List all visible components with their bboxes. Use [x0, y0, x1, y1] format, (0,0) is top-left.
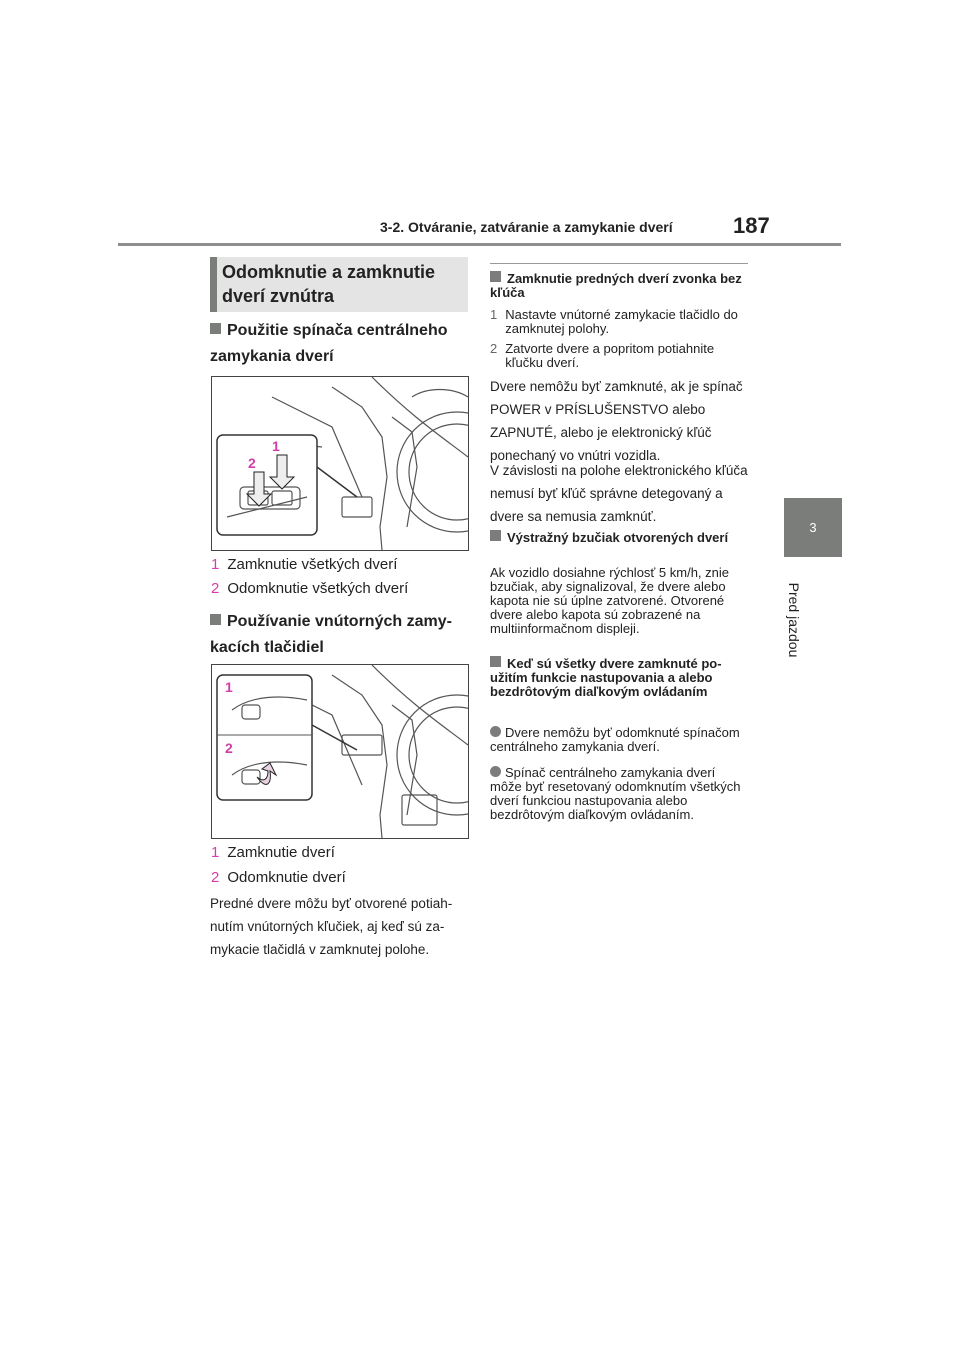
section-heading: 3-2. Otváranie, zatváranie a zamykanie dverí — [380, 219, 673, 235]
header-divider — [118, 243, 841, 246]
column-divider — [490, 263, 748, 264]
chapter-label: Pred jazdou — [786, 582, 802, 658]
bullet-item: Dvere nemôžu byť odomknuté spínačom centrálneho zamykania dverí. — [490, 725, 740, 754]
figure-label-2: 2 — [248, 455, 256, 471]
figure-label-2: 2 — [225, 740, 233, 756]
circle-bullet-icon — [490, 726, 501, 737]
paragraph: Ak vozidlo dosiahne rýchlosť 5 km/h, znie bzučiak, aby signalizoval, že dvere alebo kapota nie sú úplne zatvorené. Otvorené dvere alebo kapota sú zobrazené na multiinformačnom displeji. — [490, 565, 729, 636]
square-bullet-icon — [210, 323, 221, 334]
square-bullet-icon — [210, 614, 221, 625]
chapter-tab — [784, 498, 842, 557]
page-number: 187 — [733, 213, 770, 238]
subheading-inside-lock-buttons: Používanie vnútorných zamykacích tlačidiel — [210, 613, 452, 656]
square-bullet-icon — [490, 271, 501, 282]
subheading-locked-by-entry-function: Keď sú všetky dvere zamknuté použitím funkcie nastupovania a alebo bezdrôtovým diaľkovým ovládaním — [490, 656, 722, 699]
subheading-lock-without-key: Zamknutie predných dverí zvonka bez kľúča — [490, 271, 742, 300]
figure-inside-lock-button — [211, 664, 469, 839]
paragraph: Dvere nemôžu byť zamknuté, ak je spínač POWER v PRÍSLUŠENSTVO alebo ZAPNUTÉ, alebo je elektronický kľúč ponechaný vo vnútri vozidla. — [490, 379, 743, 463]
subheading-central-lock: Použitie spínača centrálneho zamykania dverí — [210, 322, 448, 365]
square-bullet-icon — [490, 656, 501, 667]
figure-label-1: 1 — [225, 679, 233, 695]
note-paragraph: Predné dvere môžu byť otvorené potiahnutím vnútorných kľučiek, aj keď sú zamykacie tlačidlá v zamknutej polohe. — [210, 896, 453, 957]
subheading-door-buzzer: Výstražný bzučiak otvorených dverí — [490, 530, 748, 545]
chapter-number: 3 — [809, 520, 817, 535]
list-item: 1 Zamknutie všetkých dverí — [211, 556, 398, 573]
step-item: 1 Nastavte vnútorné zamykacie tlačidlo do zamknutej polohy. — [490, 307, 738, 336]
list-item: 2 Odomknutie dverí — [211, 869, 346, 886]
figure-label-1: 1 — [272, 438, 280, 454]
paragraph: V závislosti na polohe elektronického kľúča nemusí byť kľúč správne detegovaný a dvere sa nemusia zamknúť. — [490, 463, 748, 524]
figure-central-lock-switch — [211, 376, 469, 551]
bullet-item: Spínač centrálneho zamykania dverí môže byť resetovaný odomknutím všetkých dverí funkciou nastupovania alebo bezdrôtovým diaľkovým ovládaním. — [490, 765, 741, 822]
square-bullet-icon — [490, 530, 501, 541]
list-item: 2 Odomknutie všetkých dverí — [211, 580, 409, 597]
circle-bullet-icon — [490, 766, 501, 777]
section-title: Odomknutie a zamknutie dverí zvnútra — [222, 262, 436, 306]
step-item: 2 Zatvorte dvere a popritom potiahnite kľučku dverí. — [490, 341, 715, 370]
list-item: 1 Zamknutie dverí — [211, 844, 335, 861]
